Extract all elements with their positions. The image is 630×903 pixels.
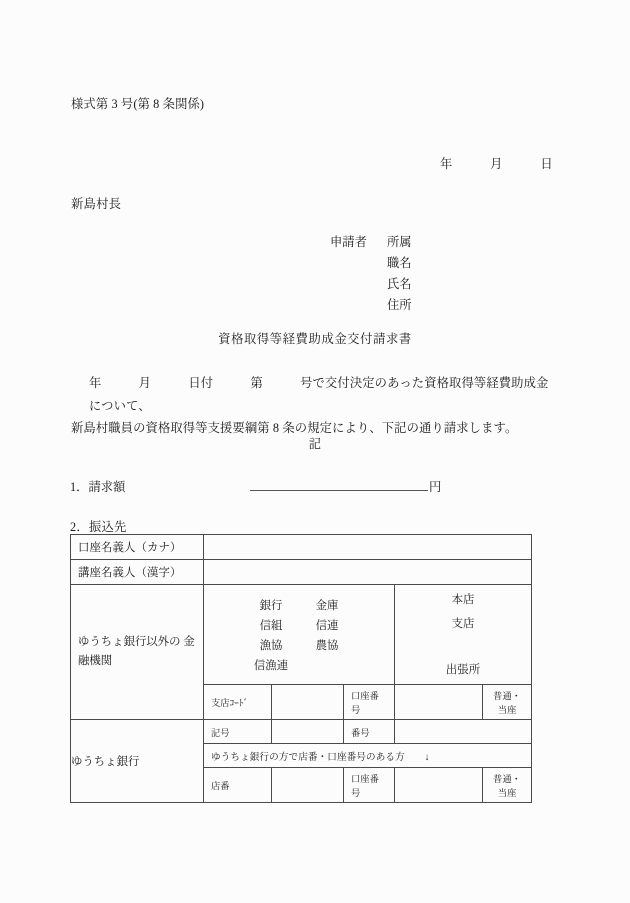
institution-type-bank[interactable]: 銀行 [259, 599, 283, 612]
jp-post-symbol-value[interactable] [272, 729, 343, 735]
form-number: 様式第 3 号(第 8 条関係) [71, 97, 205, 111]
institution-type-shinkumi[interactable]: 信組 [259, 619, 283, 632]
body-line-1: 年 月 日付 第 号で交付決定のあった資格取得等経費助成金について、 [89, 376, 549, 413]
table-row-holder-kana [71, 535, 532, 560]
jp-post-store-no-label: 店番 [211, 782, 230, 792]
branch-code-value-cell[interactable] [272, 685, 344, 720]
holder-kana-label-cell [71, 535, 204, 560]
holder-kanji-value-cell[interactable] [204, 560, 532, 585]
applicant-field-jobtitle: 職名 [387, 256, 412, 271]
applicant-tag-spacer [330, 253, 387, 274]
jp-post-account-type-cell[interactable] [483, 768, 532, 803]
holder-kanji-value[interactable] [204, 569, 531, 575]
jp-post-number-label: 番号 [351, 728, 370, 739]
jp-post-note-cell [204, 744, 532, 768]
document-title: 資格取得等経費助成金交付請求書 [218, 332, 412, 346]
body-paragraph [71, 372, 559, 440]
body-line-2: 新島村職員の資格取得等支援要綱第 8 条の規定により、下記の通り請求します。 [71, 421, 518, 436]
request-amount-unit: 円 [429, 480, 442, 494]
institution-type-kinko[interactable]: 金庫 [315, 599, 339, 612]
branch-type-group [395, 585, 531, 684]
account-no-value-cell[interactable] [395, 685, 483, 720]
non-jp-post-label-cell [71, 585, 204, 720]
down-arrow-icon: ↓ [424, 751, 430, 763]
jp-post-account-no-label: 口座番号 [351, 775, 379, 799]
table-row-holder-kanji [71, 560, 532, 585]
institution-type-cell[interactable] [204, 585, 395, 685]
applicant-tag-spacer [330, 274, 387, 295]
jp-post-symbol-value-cell[interactable] [272, 720, 344, 744]
applicant-field-name: 氏名 [387, 277, 412, 292]
jp-post-store-no-value-cell[interactable] [272, 768, 344, 803]
jp-post-symbol-label: 記号 [211, 728, 230, 739]
branch-type-cell[interactable] [395, 585, 532, 685]
account-no-label-cell [344, 685, 395, 720]
jp-post-symbol-label-cell [204, 720, 272, 744]
institution-type-shinren[interactable]: 信連 [315, 619, 339, 632]
non-jp-post-label: ゆうちょ銀行以外の 金融機関 [78, 636, 195, 667]
jp-post-account-type-label[interactable]: 普通・当座 [493, 775, 521, 799]
addressee: 新島村長 [71, 197, 122, 211]
applicant-row [330, 232, 412, 253]
applicant-tag-spacer [330, 295, 387, 316]
jp-post-account-no-label-cell [344, 768, 395, 803]
request-amount-label: 1．請求額 [70, 480, 126, 494]
applicant-tag: 申請者 [330, 235, 367, 249]
branch-code-value[interactable] [272, 699, 343, 705]
jp-post-number-value-cell[interactable] [395, 720, 532, 744]
branch-type-sub-office[interactable]: 出張所 [445, 663, 481, 676]
branch-code-label-cell [204, 685, 272, 720]
jp-post-label: ゆうちょ銀行 [71, 756, 140, 768]
ki-mark: 記 [308, 437, 322, 451]
applicant-row [330, 274, 412, 295]
holder-kana-label: 口座名義人（カナ） [78, 542, 182, 554]
table-row-jp-post-symbol [71, 720, 532, 744]
jp-post-account-no-value[interactable] [395, 782, 482, 788]
request-amount-input[interactable] [250, 477, 428, 491]
applicant-field-address: 住所 [387, 298, 412, 313]
bank-transfer-table [70, 534, 532, 803]
applicant-block [330, 232, 412, 317]
branch-type-head-office[interactable]: 本店 [451, 594, 475, 606]
holder-kana-value[interactable] [204, 544, 531, 550]
date-line: 年 月 日 [440, 157, 553, 171]
institution-type-nokyo[interactable]: 農協 [315, 639, 339, 652]
jp-post-number-label-cell [344, 720, 395, 744]
branch-code-label: 支店ｺｰﾄﾞ [211, 699, 249, 709]
table-row-non-jp-post-institution [71, 585, 532, 685]
item-request-amount [70, 477, 560, 495]
institution-type-shingyoren[interactable]: 信漁連 [253, 659, 289, 672]
applicant-field-affiliation: 所属 [387, 235, 412, 249]
item-transfer-destination-label: 2．振込先 [70, 520, 127, 534]
account-type-cell[interactable] [483, 685, 532, 720]
account-no-value[interactable] [395, 699, 482, 705]
account-no-label: 口座番号 [351, 692, 379, 716]
jp-post-store-no-label-cell [204, 768, 272, 803]
holder-kanji-label: 講座名義人（漢字） [78, 567, 182, 579]
jp-post-number-value[interactable] [395, 729, 531, 735]
holder-kanji-label-cell [71, 560, 204, 585]
institution-type-gyokyo[interactable]: 漁協 [259, 639, 283, 652]
applicant-row [330, 253, 412, 274]
holder-kana-value-cell[interactable] [204, 535, 532, 560]
institution-type-grid [204, 597, 394, 673]
jp-post-label-cell [71, 720, 204, 803]
jp-post-note [204, 745, 531, 767]
account-type-label[interactable]: 普通・当座 [493, 692, 521, 716]
jp-post-store-no-value[interactable] [272, 782, 343, 788]
jp-post-note-text: ゆうちょ銀行の方で店番・口座番号のある方 [211, 751, 405, 763]
jp-post-account-no-value-cell[interactable] [395, 768, 483, 803]
applicant-row [330, 295, 412, 316]
branch-type-branch[interactable]: 支店 [451, 617, 475, 630]
